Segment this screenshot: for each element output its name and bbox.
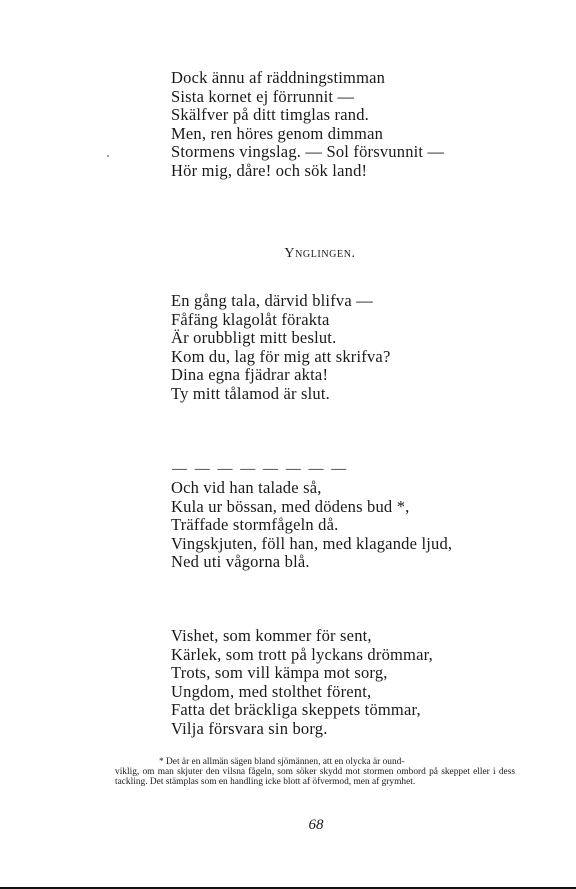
verse-line: En gång tala, därvid blifva — xyxy=(171,291,373,310)
stanza-1 xyxy=(171,69,444,181)
verse-line: Dina egna fjädrar akta! xyxy=(171,365,329,385)
verse-line: Ty mitt tålamod är slut. xyxy=(171,383,330,403)
verse-line: Och vid han talade så, xyxy=(171,478,322,497)
verse-line: Vingskjuten, föll han, med klagande ljud, xyxy=(171,533,453,553)
verse-line: Ned uti vågorna blå. xyxy=(171,552,310,572)
verse-line: Kom du, lag för mig att skrifva? xyxy=(171,346,391,366)
verse-line: Vishet, som kommer för sent, xyxy=(171,626,372,645)
verse-line: Sista kornet ej förrunnit — xyxy=(171,86,355,106)
dash-separator: — — — — — — — — xyxy=(172,461,349,477)
verse-line: Fåfäng klagolåt förakta xyxy=(171,309,330,329)
verse-line: Ungdom, med stolthet förent, xyxy=(171,681,372,701)
scan-speck xyxy=(107,155,109,157)
verse-line: Kärlek, som trott på lyckans drömmar, xyxy=(171,644,433,664)
footnote xyxy=(115,757,515,788)
verse-line: Fatta det bräckliga skeppets tömmar, xyxy=(171,700,421,720)
verse-line: Dock ännu af räddningstimman xyxy=(171,68,386,87)
verse-line: Hör mig, dåre! och sök land! xyxy=(171,160,368,180)
verse-line: Skälfver på ditt timglas rand. xyxy=(171,105,369,125)
verse-line: Kula ur bössan, med dödens bud *, xyxy=(171,496,410,516)
verse-line: Stormens vingslag. — Sol försvunnit — xyxy=(171,142,445,162)
stanza-2 xyxy=(171,292,390,404)
verse-line: Vilja försvara sin borg. xyxy=(171,718,328,738)
page-number: 68 xyxy=(308,817,324,833)
section-heading-text: Ynglingen. xyxy=(284,246,356,261)
verse-line: Träffade stormfågeln då. xyxy=(171,515,339,535)
footnote-body: viklig, om man skjuter den vilsna fågeln, som söker skydd mot stormen ombord på skeppet eller i dess tackling. Det stämplas som en handling icke blott af öfvermod, men af grymhet. xyxy=(115,767,515,788)
stanza-4 xyxy=(171,627,433,739)
verse-line: Trots, som vill kämpa mot sorg, xyxy=(171,663,388,683)
verse-line: Är orubbligt mitt beslut. xyxy=(171,328,337,348)
section-heading xyxy=(0,246,576,262)
footnote-first-line: * Det är en allmän sägen bland sjömännen, att en olycka är ound- xyxy=(159,757,405,767)
verse-line: Men, ren höres genom dimman xyxy=(171,123,384,143)
stanza-3 xyxy=(171,479,452,572)
